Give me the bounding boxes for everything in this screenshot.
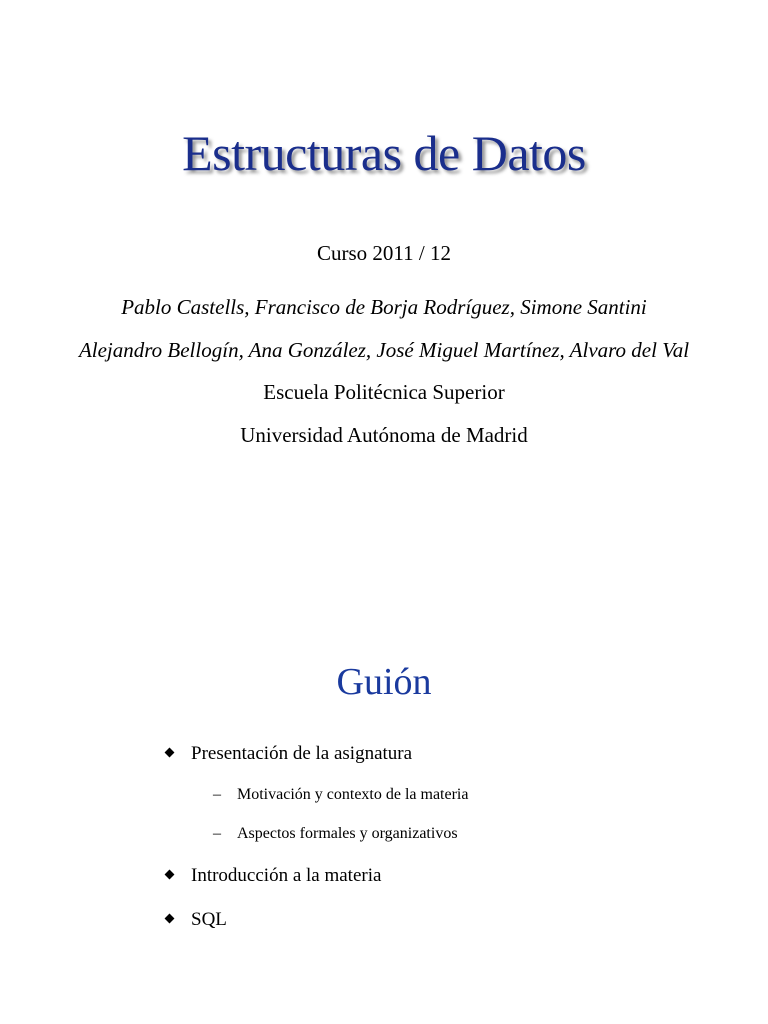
outline-subitem <box>213 784 469 806</box>
authors-line-2: Alejandro Bellogín, Ana González, José Miguel Martínez, Alvaro del Val <box>78 338 690 362</box>
outline-item <box>191 907 227 933</box>
outline-subitem-text: Motivación y contexto de la materia <box>237 786 469 803</box>
outline-item-text: SQL <box>191 909 227 930</box>
school-name: Escuela Politécnica Superior <box>263 380 505 404</box>
dash-marker: – <box>213 825 221 842</box>
outline-item-text: Presentación de la asignatura <box>191 743 413 764</box>
outline-heading: Guión <box>336 661 432 703</box>
outline-item <box>191 863 381 889</box>
authors-line-1: Pablo Castells, Francisco de Borja Rodríguez, Simone Santini <box>121 295 647 319</box>
university-name: Universidad Autónoma de Madrid <box>240 423 528 447</box>
outline-subitem-text: Aspectos formales y organizativos <box>237 825 458 842</box>
diamond-bullet-icon <box>165 748 175 758</box>
course-year: Curso 2011 / 12 <box>317 241 451 265</box>
dash-marker: – <box>213 786 221 803</box>
outline-subitem <box>213 823 458 845</box>
slide-title: Estructuras de Datos <box>182 125 586 181</box>
outline-item <box>191 741 412 767</box>
outline-item-text: Introducción a la materia <box>191 865 382 886</box>
diamond-bullet-icon <box>165 914 175 924</box>
diamond-bullet-icon <box>165 870 175 880</box>
